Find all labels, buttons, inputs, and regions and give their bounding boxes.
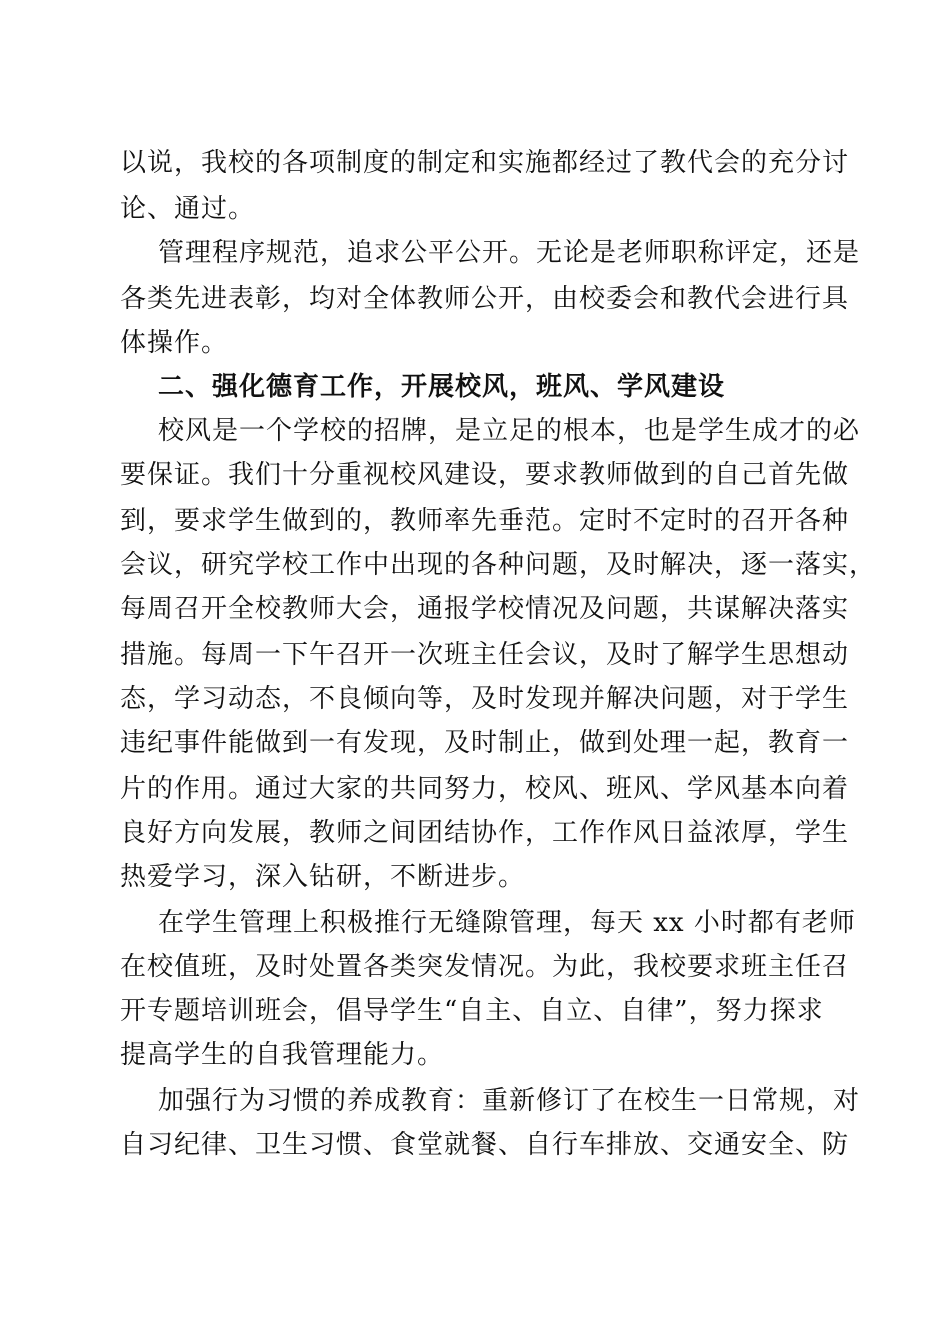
body-line: 态，学习动态，不良倾向等，及时发现并解决问题，对于学生 bbox=[120, 684, 850, 714]
body-line: 到，要求学生做到的，教师率先垂范。定时不定时的召开各种 bbox=[120, 506, 850, 536]
body-line: 体操作。 bbox=[120, 328, 229, 358]
body-line: 各类先进表彰，均对全体教师公开，由校委会和教代会进行具 bbox=[120, 284, 850, 314]
body-line: 要保证。我们十分重视校风建设，要求教师做到的自己首先做 bbox=[120, 460, 850, 490]
body-line: 违纪事件能做到一有发现，及时制止，做到处理一起，教育一 bbox=[120, 728, 850, 758]
body-line: 开专题培训班会，倡导学生“自主、自立、自律”，努力探求 bbox=[120, 996, 824, 1026]
body-line: 会议，研究学校工作中出现的各种问题，及时解决，逐一落实， bbox=[120, 550, 877, 580]
body-line: 片的作用。通过大家的共同努力，校风、班风、学风基本向着 bbox=[120, 774, 850, 804]
body-line: 热爱学习，深入钻研，不断进步。 bbox=[120, 862, 526, 892]
paragraph-first-line: 在学生管理上积极推行无缝隙管理，每天 xx 小时都有老师 bbox=[158, 908, 856, 938]
body-line: 提高学生的自我管理能力。 bbox=[120, 1040, 445, 1070]
body-line: 措施。每周一下午召开一次班主任会议，及时了解学生思想动 bbox=[120, 640, 850, 670]
body-line: 在校值班，及时处置各类突发情况。为此，我校要求班主任召 bbox=[120, 952, 850, 982]
body-line: 每周召开全校教师大会，通报学校情况及问题，共谋解决落实 bbox=[120, 594, 850, 624]
paragraph-first-line: 管理程序规范，追求公平公开。无论是老师职称评定，还是 bbox=[158, 238, 861, 268]
paragraph-first-line: 校风是一个学校的招牌，是立足的根本，也是学生成才的必 bbox=[158, 416, 861, 446]
body-line: 论、通过。 bbox=[120, 194, 256, 224]
body-line: 自习纪律、卫生习惯、食堂就餐、自行车排放、交通安全、防 bbox=[120, 1130, 850, 1160]
body-line: 以说，我校的各项制度的制定和实施都经过了教代会的充分讨 bbox=[120, 148, 850, 178]
body-line: 良好方向发展，教师之间团结协作，工作作风日益浓厚，学生 bbox=[120, 818, 850, 848]
paragraph-first-line: 加强行为习惯的养成教育：重新修订了在校生一日常规，对 bbox=[158, 1086, 861, 1116]
section-heading: 二、强化德育工作，开展校风，班风、学风建设 bbox=[158, 372, 726, 402]
